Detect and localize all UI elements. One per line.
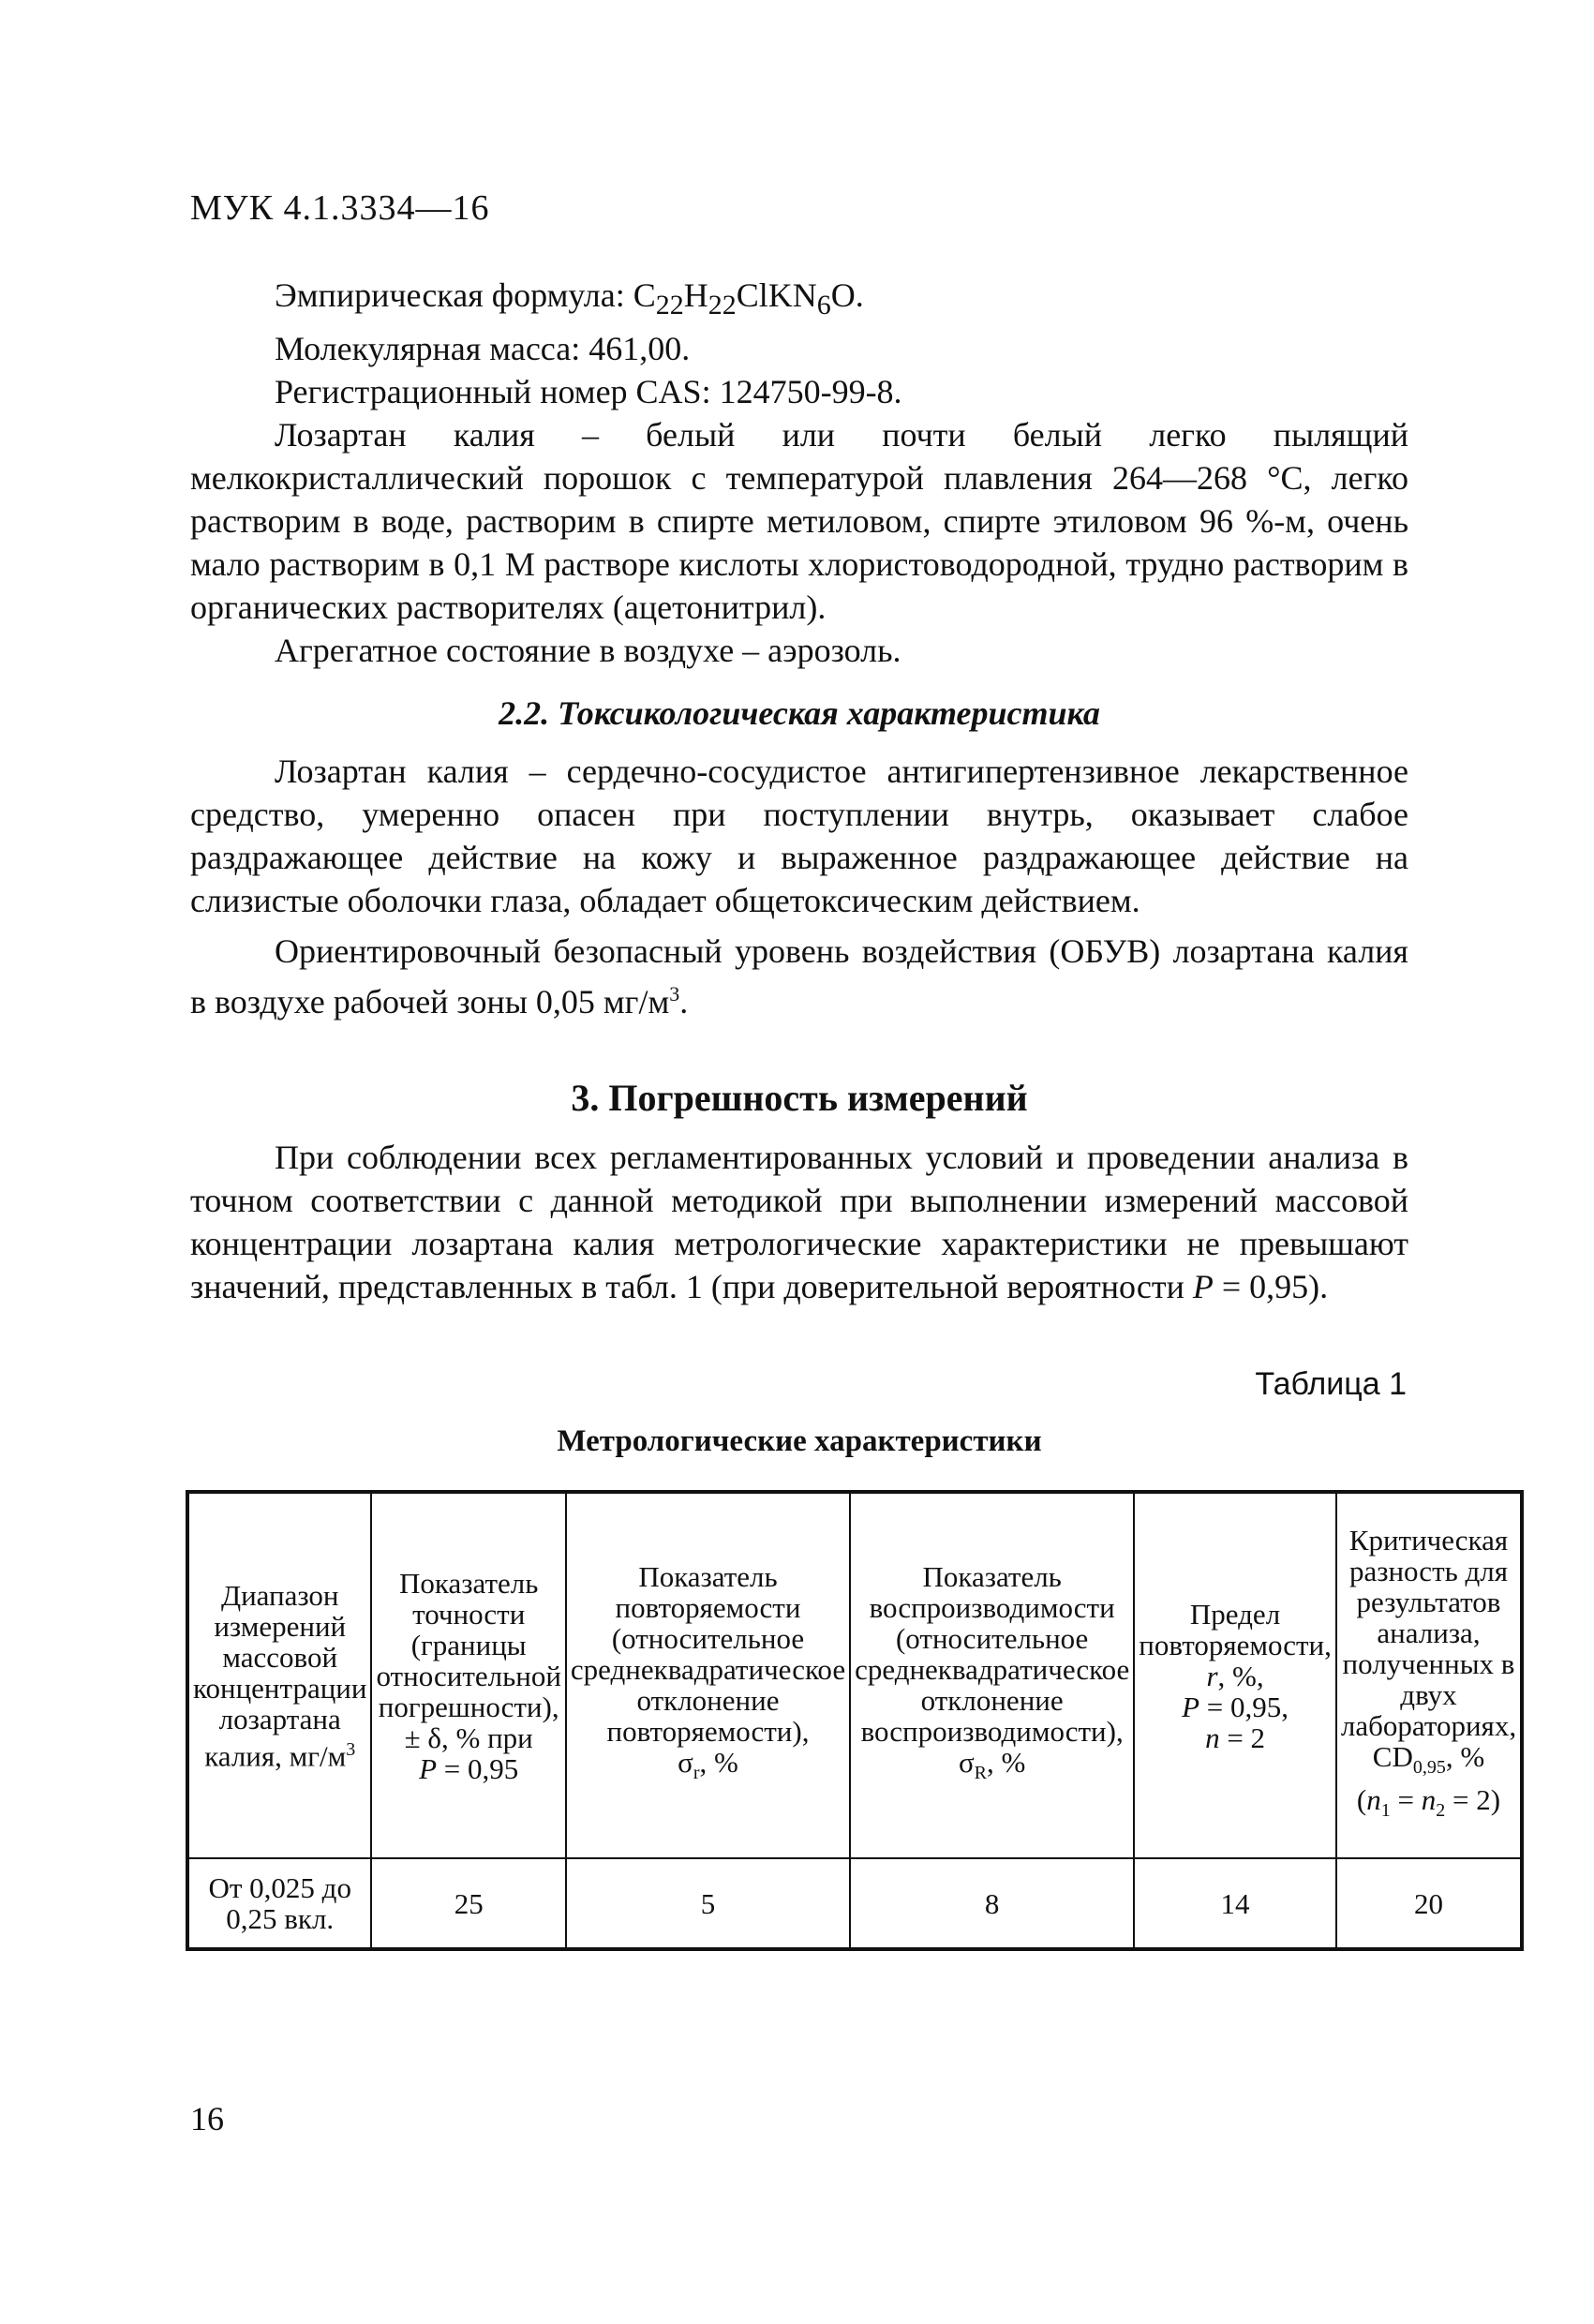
aggregate-state: Агрегатное состояние в воздухе – аэрозоль. [275,632,901,670]
cell-accuracy: 25 [371,1858,565,1949]
table-label: Таблица 1 [1255,1366,1407,1402]
table-row [187,1858,1522,1949]
header-repeat-limit: Предел повторяемости, r, %, P = 0,95, n = 2 [1134,1492,1336,1858]
page-number: 16 [190,2100,224,2138]
cell-repeat-limit: 14 [1134,1858,1336,1949]
header-reproducibility: Показатель воспроизводимости (относительное среднеквадратическое отклонение воспроизводимости), $\sigma_R$, % [850,1492,1134,1858]
table-title: Метрологические характеристики [557,1424,1042,1458]
header-critical-diff: Критическая разность для результатов анализа, полученных в двух лабораториях, $CD_{0,95}$, % $(n_1 = n_2 = 2)$ [1336,1492,1522,1858]
toxicology-paragraph: Лозартан калия – сердечно-сосудистое антигипертензивное лекарственное средство, умеренно опасен при поступлении внутрь, оказывает слабое раздражающее действие на кожу и выраженное раздражающее действие на слизистые оболочки глаза, обладает общетоксическим действием. [190,752,1408,919]
cas-number: Регистрационный номер CAS: 124750-99-8. [275,373,902,411]
measurement-error-paragraph: При соблюдении всех регламентированных условий и проведении анализа в точном соответствии с данной методикой при выполнении измерений массовой концентрации лозартана калия метрологические характеристики не превышают значений, представленных в табл. 1 (при доверительной вероятности P = 0,95). [190,1139,1408,1305]
table-header-row [187,1492,1522,1858]
cell-repeatability: 5 [566,1858,850,1949]
empirical-formula: Эмпирическая формула: $C_{22}H_{22}ClKN_6O$. [275,276,864,321]
section-3-title: 3. Погрешность измерений [571,1077,1028,1119]
header-repeatability: Показатель повторяемости (относительное среднеквадратическое отклонение повторяемости), $\sigma_r$, % [566,1492,850,1858]
properties-block [190,274,1408,672]
header-range: Диапазон измерений массовой концентрации лозартана калия, $мг/м^3$ [187,1492,371,1858]
cell-critical-diff: 20 [1336,1858,1522,1949]
metrological-table [186,1490,1524,1951]
cell-reproducibility: 8 [850,1858,1134,1949]
cell-range: От 0,025 до 0,25 вкл. [187,1858,371,1949]
header-accuracy: Показатель точности (границы относительной погрешности), ± δ, % при P = 0,95 [371,1492,565,1858]
substance-description: Лозартан калия – белый или почти белый легко пылящий мелкокристаллический порошок с температурой плавления 264—268 °С, легко растворим в воде, растворим в спирте метиловом, спирте этиловом 96 %-м, очень мало растворим в 0,1 М растворе кислоты хлористоводородной, трудно растворим в органических растворителях (ацетонитрил). [190,416,1408,627]
molecular-mass: Молекулярная масса: 461,00. [275,330,691,368]
document-code-header: МУК 4.1.3334—16 [190,188,490,228]
measurement-error-block [190,1136,1408,1308]
toxicology-block [190,750,1408,1023]
obuv-paragraph: Ориентировочный безопасный уровень воздействия (ОБУВ) лозартана калия в воздухе рабочей зоны 0,05 $мг/м^3$. [190,932,1408,1020]
section-2-2-title: 2.2. Токсикологическая характеристика [499,694,1100,732]
